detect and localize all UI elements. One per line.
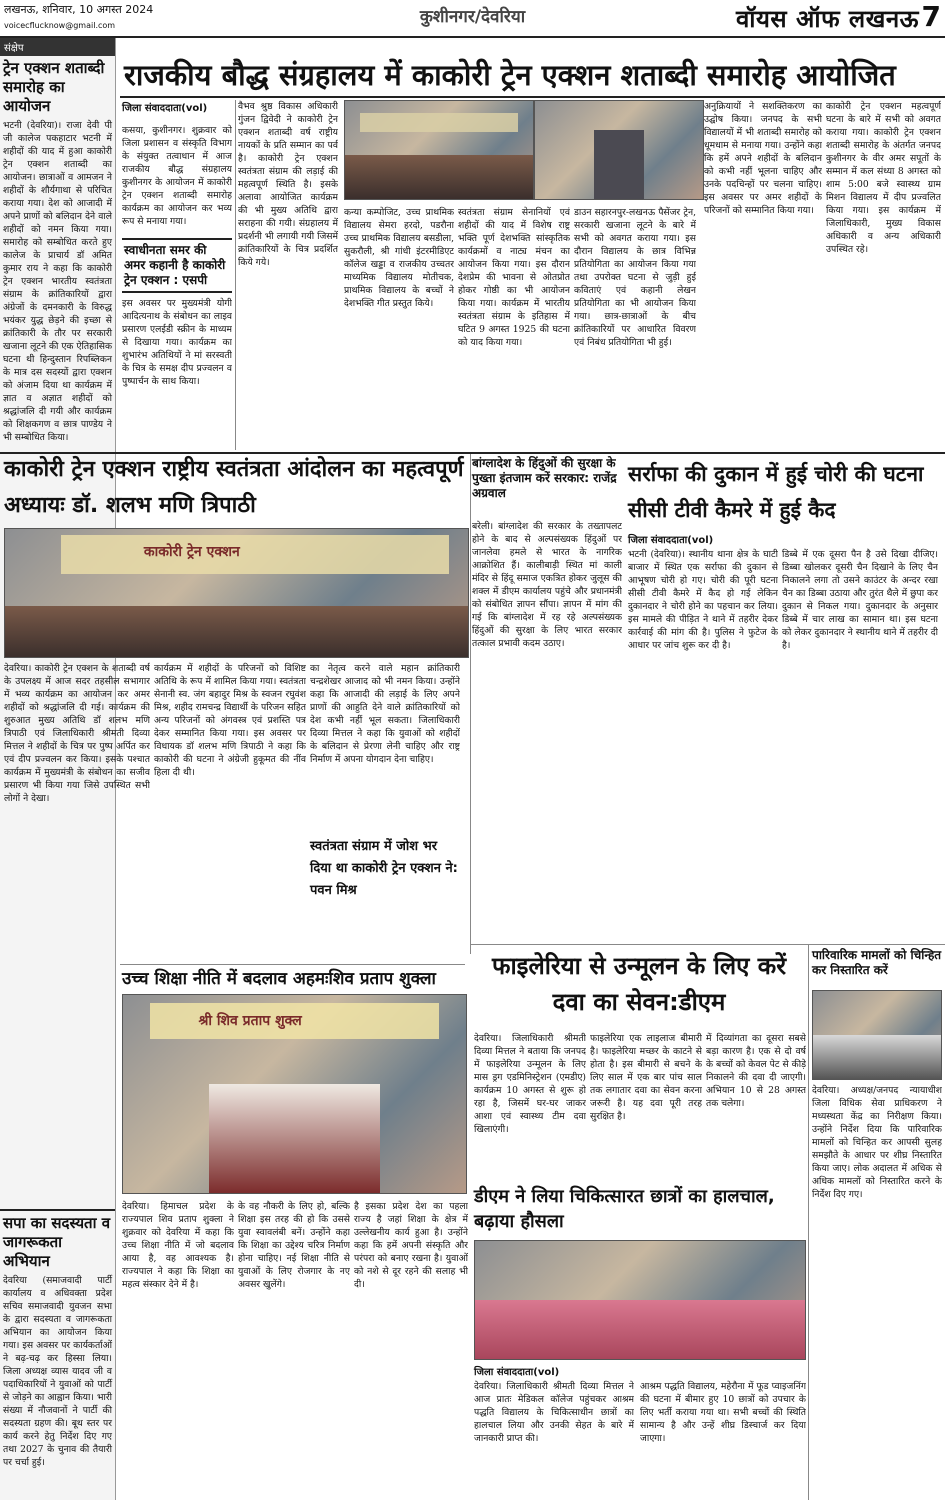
filaria-headline: फाइलेरिया से उन्मूलन के लिए करें दवा का सेवन:डीएम [491,952,787,1016]
dm-headline: डीएम ने लिया चिकित्सारत छात्रों का हालचाल, बढ़ाया हौसला [474,1186,775,1232]
main-col6: अनुक्रियायों ने सशक्तिकरण का उद्घोष किया। जनपद के सभी विद्यालयों में भी शताब्दी समारोह को धूमधाम से मनाया गया। उन्होंने कहा कि हमें अपने शहीदों के बलिदान को कभी नहीं भूलना चाहिए और उनके पदचिन्हों पर चलना चाहिए। इस अवसर पर अमर शहीदों के परिजनों को सम्मानित किया गया। [704,101,822,216]
education-headline: उच्च शिक्षा नीति में बदलाव अहमःशिव प्रताप शुक्ला [122,969,436,989]
masthead-brand: वॉयस ऑफ लखनऊ [735,5,919,33]
main-photo-officer [534,100,704,200]
kakori-col3: का नेतृत्व करने वाले महान क्रांतिकारी चन्द्रशेखर आजाद को भी नमन किया। उन्होंने कहा कि आजादी की लड़ाई के लिए अपने प्राणों की आहुति देने वाले क्रांतिकारियों को देश कभी नहीं भूल सकता। जिलाधिकारी दिव्या मित्तल ने कहा कि युवाओं को शहीदों के बलिदान से प्रेरणा लेनी चाहिए और राष्ट्र निर्माण में अपना योगदान देना चाहिए। [310,663,460,765]
main-col7: काकोरी ट्रेन एक्शन महत्वपूर्ण घटना के बारे में सभी को अवगत कराया गया। काकोरी ट्रेन एक्शन शताब्दी समारोह के अंतर्गत जनपद कुशीनगर के वीर अमर सपूतों के सम्मान में कल संध्या 8 अगस्त को शाम 5:00 बजे स्वास्थ्य ग्राम मिशन विद्यालय में दीप प्रज्वलित किया गया। इस कार्यक्रम में जिलाधिकारी, मुख्य विकास अधिकारी व अन्य अधिकारी उपस्थित रहे। [826,101,941,255]
dm-col2: आश्रम पद्धति विद्यालय, महेरौना में फूड प्वाइजनिंग की घटना में बीमार हुए 10 छात्रों को उपचार के लिए भर्ती कराया गया था। सभी बच्चों की स्थिति सामान्य है और उन्हें शीघ्र डिस्चार्ज कर दिया जाएगा। [640,1381,806,1444]
theft-byline: जिला संवाददाता(vol) [628,535,714,546]
kakori-headline: काकोरी ट्रेन एक्शन राष्ट्रीय स्वतंत्रता आंदोलन का महत्वपूर्ण अध्यायः डॉ. शलभ मणि त्रिपाठी [4,457,464,518]
family-headline: पारिवारिक मामलों को चिन्हित कर निस्तारित करें [812,948,942,977]
kakori-col2: कार्यक्रम में शहीदों के परिजनों को विशिष्ट अतिथि के रूप में शामिल किया गया। स्वतंत्रता सेनानी स्व. जंग बहादुर मिश्र के स्वजन रघुवंश मिश्र, शहीद रामचन्द्र विद्यार्थी के परिजन सहित अन्य परिजनों को अंगवस्त्र एवं प्रशस्ति पत्र देकर सम्मानित किया गया। इस अवसर पर विधायक डॉ शलभ मणि त्रिपाठी ने कहा कि काकोरी की घटना ने अंग्रेजी हुकूमत की नींव हिला दी थी। [154,663,306,778]
dateline: लखनऊ, शनिवार, 10 अगस्त 2024 [4,3,154,16]
sidebar-headline-2: सपा का सदस्यता व जागरूकता अभियान [0,1209,115,1274]
dm-byline: जिला संवाददाता(vol) [474,1367,560,1378]
main-headline: राजकीय बौद्ध संग्रहालय में काकोरी ट्रेन एक्शन शताब्दी समारोह आयोजित [124,58,896,92]
main-photo-stage [344,100,534,200]
filaria-col2: फाइलेरिया एक लाइलाज बीमारी है। फाइलेरिया मच्छर के काटने से होता है। इस बीमारी से बचने के लिए साल में एक बार पांच साल तक लगातार दवा का सेवन करना जरूरी है। यह दवा पूरी तरह सुरक्षित है। [590,1033,702,1122]
header-rule [0,36,945,38]
dm-photo [474,1240,806,1360]
dm-col1: देवरिया। जिलाधिकारी श्रीमती दिव्या मित्तल ने आज प्रातः मेडिकल कॉलेज पहुंचकर आश्रम पद्धति विद्यालय के चिकित्साधीन छात्रों का हालचाल लिया और उनकी सेहत के बारे में जानकारी प्राप्त की। [474,1381,634,1444]
bangladesh-body: बरेली। बांग्लादेश की सरकार के तख्तापलट होने के बाद से अल्पसंख्यक हिंदुओं पर जानलेवा हमले से भारत के नागरिक आक्रोशित हैं। कालीबाड़ी स्थित मां काली मंदिर से हिंदू समाज एकत्रित होकर जुलूस की शक्ल में डीएम कार्यालय पहुंचे और प्रधानमंत्री को संबोधित ज्ञापन सौंपा। ज्ञापन में मांग की गई कि बांग्लादेश में रह रहे अल्पसंख्यक हिंदुओं की सुरक्षा के लिए भारत सरकार तत्काल प्रभावी कदम उठाए। [472,521,622,649]
sidebar-tag: संक्षेप [0,38,115,56]
kakori-photo-banner: काकोरी ट्रेन एक्शन [143,543,240,560]
main-col1-text: कसया, कुशीनगर। शुक्रवार को जिला प्रशासन व संस्कृति विभाग के संयुक्त तत्वाधान में आज राजकीय बौद्ध संग्रहालय कुशीनगर के आयोजन में काकोरी ट्रेन एक्शन शताब्दी समारोह कार्यक्रम का आयोजन कर भव्य रूप से मनाया गया। [122,125,232,227]
family-photo [812,990,942,1080]
kakori-col1: देवरिया। काकोरी ट्रेन एक्शन के शताब्दी वर्ष के उपलक्ष्य में आज सदर तहसील सभागार में भव्य कार्यक्रम का आयोजन कर अमर शहीदों को श्रद्धांजलि दी गई। कार्यक्रम की शुरुआत मुख्य अतिथि डॉ शलभ मणि त्रिपाठी एवं जिलाधिकारी श्रीमती दिव्या मित्तल ने शहीदों के चित्र पर पुष्प अर्पित कर एवं दीप प्रज्वलन कर किया। इसके पश्चात कार्यक्रम में मुख्यमंत्री के संबोधन का सजीव प्रसारण भी किया गया जिसे उपस्थित सभी लोगों ने देखा। [4,663,150,804]
bangladesh-headline: बांग्लादेश के हिंदुओं की सुरक्षा के पुख्ता इंतजाम करें सरकार: राजेंद्र अग्रवाल [472,456,617,500]
page-number: 7 [921,0,941,33]
education-col1: देवरिया। हिमाचल प्रदेश के राज्यपाल शिव प्रताप शुक्ला ने शुक्रवार को देवरिया में कहा कि उच्च शिक्षा नीति में जो बदलाव आया है, वह आवश्यक है। राज्यपाल ने कहा कि शिक्षा का महत्व संस्कार देने में है। [122,1201,234,1290]
kakori-photo [4,528,469,658]
theft-headline: सर्राफा की दुकान में हुई चोरी की घटना सीसी टीवी कैमरे में हुई कैद [628,462,924,522]
sidebar-headline-1: ट्रेन एक्शन शताब्दी समारोह का आयोजन [3,59,105,115]
email: voicecflucknow@gmail.com [4,21,116,30]
filaria-col1: देवरिया। जिलाधिकारी श्रीमती दिव्या मित्तल ने बताया कि जनपद में फाइलेरिया उन्मूलन के लिए मास ड्रग एडमिनिस्ट्रेशन (एमडीए) कार्यक्रम 10 अगस्त से शुरू हो रहा है, जिसमें घर-घर जाकर आशा एवं स्वास्थ्य टीम दवा खिलाएंगी। [474,1033,586,1135]
section-title: कुशीनगर/देवरिया [419,7,526,27]
education-photo [122,994,467,1194]
kakori-bottom-rule [120,964,465,965]
main-col2: वैभव श्रुष्ठ विकास अधिकारी गुंजन द्विवेदी ने काकोरी ट्रेन एक्शन शताब्दी वर्ष राष्ट्रीय नायकों के प्रति सम्मान का पर्व है। काकोरी ट्रेन एक्शन स्वतंत्रता संग्राम की लड़ाई की महत्वपूर्ण स्थिति है। इसके अलावा आयोजित कार्यक्रम की भी मुख्य अतिथि द्वारा सराहना की गयी। संग्रहालय में प्रदर्शनी भी लगायी गयी जिसमें क्रांतिकारियों के चित्र प्रदर्शित किये गये। [238,101,338,268]
sidebar-body-2: देवरिया (समाजवादी पार्टी कार्यालय व अधिवक्ता प्रदेश सचिव समाजवादी युवजन सभा के द्वारा सदस्यता व जागरूकता अभियान का आयोजन किया गया। इस अवसर पर कार्यकर्ताओं ने बढ़-चढ़ कर हिस्सा लिया। जिला अध्यक्ष व्यास यादव जी व पदाधिकारियों ने युवाओं को पार्टी से जोड़ने का आह्वान किया। भारी संख्या में नौजवानों ने पार्टी की सदस्यता ग्रहण की। बूथ स्तर पर कार्य करने हेतु निर्देश दिए गए तथा 2027 के चुनाव की तैयारी पर चर्चा हुई। [3,1275,112,1468]
filaria-col3: में दिव्यांगता का दूसरा सबसे बड़ा कारण है। एक से दो वर्ष के बच्चों को केवल पेट से कीड़े निकालने की दवा दी जाएगी। अभियान 10 से 28 अगस्त तक चलेगा। [706,1033,806,1109]
main-col5: डाउन सहारनपुर-लखनऊ पैसेंजर ट्रेन, सरकारी खजाना लूटने के बारे में सभी को अवगत कराया गया। इस दौरान विद्यालय के छात्र विभिन्न प्रतियोगिता का आयोजन किया गया तथा उपरोक्त घटना से जुड़ी हुई कविताएं एवं कहानी लेखन प्रतियोगिता का भी आयोजन किया गया। छात्र-छात्राओं के बीच क्रांतिकारियों पर आधारित विवरण एवं निबंध प्रतियोगिता भी हुई। [574,207,696,348]
main-col4: स्वतंत्रता संग्राम सेनानियों एवं शहीदों की याद में विशेष राष्ट्र भक्ति पूर्ण देशभक्ति सांस्कृतिक कार्यक्रमों व नाट्य मंचन का आयोजन किया गया। इस दौरान देशप्रेम की भावना से ओतप्रोत होकर गोष्ठी का भी आयोजन किया गया। कार्यक्रम में भारतीय स्वतंत्रता संग्राम के इतिहास में घटित 9 अगस्त 1925 की घटना को याद किया गया। [458,207,570,348]
education-col2: के वह नौकरी के लिए हो, बल्कि शिक्षा इस तरह की हो कि उससे युवा स्वावलंबी बनें। उन्होंने कहा कि शिक्षा का उद्देश्य चरित्र निर्माण होना चाहिए। नई शिक्षा नीति से युवाओं के लिए रोजगार के नए अवसर खुलेंगे। [238,1201,350,1290]
main-byline: जिला संवाददाता(vol) [122,103,208,114]
main-headline-rule [120,96,945,98]
theft-col2: डिब्बे में एक दूसरा पैन है उसे दिखा दीजिए। डिब्बा खोलकर दूसरी चैन दिखाने के लिए चैन निकालने लगा तो उसने काउंटर के अन्दर रखा चैन का डिब्बा उठाया और तुरंत थैले में छुपा कर दुकान से निकल गया। दुकानदार के अनुसार डिब्बे में चार लाख का सामान था। इस घटना को लेकर दुकानदार ने स्थानीय थाने में तहरीर दी है। [782,549,938,651]
main-col1b-text: इस अवसर पर मुख्यमंत्री योगी आदित्यनाथ के संबोधन का लाइव प्रसारण एलईडी स्क्रीन के माध्यम से दिखाया गया। कार्यक्रम का शुभारंभ अतिथियों ने मां सरस्वती के चित्र के समक्ष दीप प्रज्वलन व पुष्पार्चन के साथ किया। [122,298,232,387]
main-pull-quote: स्वाधीनता समर की अमर कहानी है काकोरी ट्रेन एक्शन : एसपी [122,238,232,293]
education-col3-visible: है इसका प्रदेश देश का पहला राज्य है जहां शिक्षा के क्षेत्र में उल्लेखनीय कार्य हुआ है। उन्होंने कहा कि हमें अपनी संस्कृति और परंपरा को बनाए रखना है। युवाओं को नशे से दूर रहने की सलाह भी दी। [354,1201,468,1290]
kakori-subhead: स्वतंत्रता संग्राम में जोश भर दिया था काकोरी ट्रेन एक्शन ने: पवन मिश्र [310,839,458,898]
main-col3: कन्या कम्पोजिट, उच्च प्राथमिक विद्यालय सेमरा हरदो, पडरौना उच्च प्राथमिक विद्यालय बसडीला, सुकरौली, श्री गांधी इंटरमीडिएट कॉलेज खड्डा व राजकीय उच्चतर माध्यमिक विद्यालय मोतीचक, प्राथमिक विद्यालय के बच्चों ने देशभक्ति गीत प्रस्तुत किये। [344,207,454,309]
theft-col1: भटनी (देवरिया)। स्थानीय थाना क्षेत्र के घाटी बाजार में स्थित एक सर्राफा की दुकान से आभूषण चोरी हो गए। चोरी की पूरी घटना सीसी टीवी कैमरे में कैद हो गई लेकिन दुकानदार ने चोरी होने का पहचान कर लिया। इस मामले की पीड़ित ने थाने में तहरीर देकर कार्रवाई की मांग की है। पुलिस ने फुटेज के आधार पर जांच शुरू कर दी है। [628,549,778,651]
sidebar-body-1: भटनी (देवरिया)। राजा देवी पी जी कालेज पकहाटार भटनी में शहीदों की याद में हुआ काकोरी ट्रेन एक्शन शताब्दी का आयोजन। छात्राओं व आमजन ने शहीदों के शौर्यगाथा से परिचित कराया गया। देश को आजादी में अपने प्राणों को बलिदान देने वाले शहीदों को नमन किया गया। समारोह को सम्बोधित करते हुए कालेज के प्राचार्य डॉ अमित कुमार राय ने कहा कि काकोरी ट्रेन एक्शन भारतीय स्वतंत्रता संग्राम के क्रांतिकारियों द्वारा अंग्रेजों के दमनकारी के विरुद्ध भयंकर युद्ध छेड़ने की इच्छा से क्रांतिकारी के तौर पर सरकारी खजाना लूटने की एक ऐतिहासिक घटना थी हिन्दुस्तान रिपब्लिकन के मात्र दस सदस्यों द्वारा एक्शन को अंजाम दिया था कार्यक्रम में ज्ञात व अज्ञात शहीदों को श्रद्धांजलि दी गयी और कार्यक्रम को शिक्षकगण व छात्र पाण्डेय ने भी सम्बोधित किया। [3,120,113,443]
education-photo-banner: श्री शिव प्रताप शुक्ल [198,1012,302,1029]
divider [470,454,471,954]
main-col1 [122,100,232,450]
family-body: देवरिया। अध्यक्ष/जनपद न्यायाधीश जिला विधिक सेवा प्राधिकरण ने मध्यस्थता केंद्र का निरीक्षण किया। उन्होंने निर्देश दिया कि पारिवारिक मामलों को चिन्हित कर आपसी सुलह समझौते के आधार पर शीघ्र निस्तारित किया जाए। लोक अदालत में अधिक से अधिक मामलों को निस्तारित करने के निर्देश दिए गए। [812,1085,942,1200]
divider [235,100,236,450]
